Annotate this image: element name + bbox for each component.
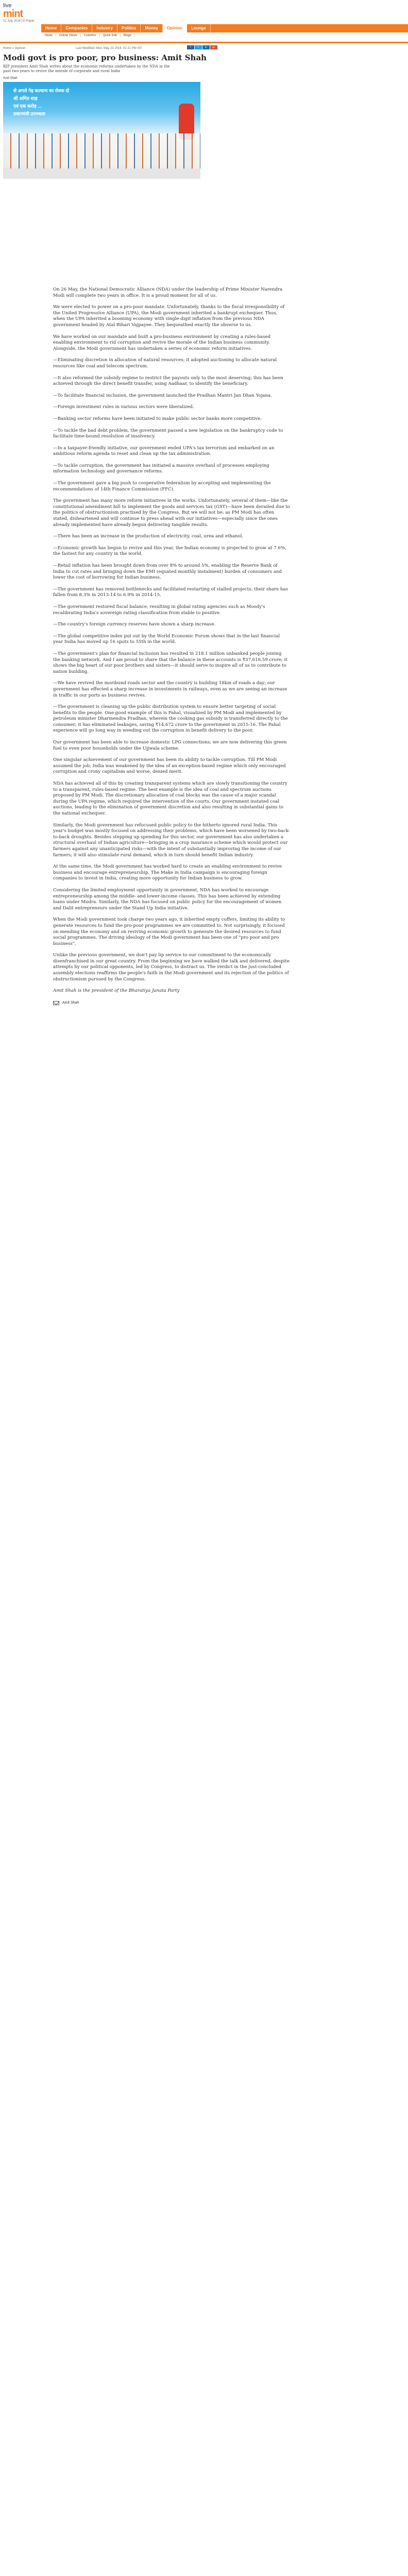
article-paragraph: —The government restored fiscal balance, resulting in global rating agencies such as Moody's recalibrating India's sovereign rating classification from stable to positive. (53, 604, 265, 616)
article-paragraph: The government has many more reform initiatives in the works. Unfortunately, several of them—like the constitutional amendment bill to implement the goods and services tax (GST)—have been derailed due to the politics of obstructionism practised by the Congress. But we will not be; as PM Modi has often stated, disheartened and will continue to press ahead with our initiatives—especially since the ones already implemented have already begun delivering tangible results. (53, 498, 290, 528)
article-paragraph: When the Modi government took charge two years ago, it inherited empty coffers, limiting its ability to generate resources to fund the pro-poor programmes we are committed to. Not surprisingly, it focused on mending the economy and on reviving economic growth to generate the desired resources to fund social programmes. The driving ideology of the Modi government has been one of "pro poor and pro business". (53, 917, 285, 946)
nav-lounge[interactable]: Lounge (187, 24, 211, 32)
article-paragraph: —Eliminating discretion in allocation of natural resources; it adopted auctioning to allocate natural resources like coal and telecom spectrum. (53, 358, 277, 369)
article-paragraph: Our government has been able to increase domestic LPG connections; we are now delivering this green fuel to even poor households under the Ujjwala scheme. (53, 740, 287, 751)
article-paragraph: At the same time, the Modi government has worked hard to create an enabling environment to revive business and encourage entrepreneurship. The Make in India campaign is encouraging foreign companies to invest in India, creating more opportunity for Indian business to grow. (53, 864, 282, 882)
linkedin-share-icon[interactable]: in (202, 45, 210, 49)
masthead (0, 0, 408, 45)
footer-author[interactable] (53, 1000, 290, 1006)
nav-money[interactable]: Money (141, 24, 162, 32)
mail-icon[interactable] (53, 1001, 59, 1005)
article-paragraph: Considering the limited employment opportunity in government, NDA has worked to encourage entrepreneurship among the middle- and lower-income classes. This has been achieved by extending loans under Mudra. Similarly, the NDA has focused on public policy for the encouragement of women and Dalit entrepreneurs under the Stand Up India initiative. (53, 887, 282, 911)
subnav-online-views[interactable]: Online Views (56, 34, 81, 37)
livemint-logo[interactable] (3, 3, 29, 19)
share-buttons (187, 45, 217, 49)
article-paragraph: —Economic growth has begun to revive and this year, the Indian economy is projected to grow at 7.6%, the fastest for any country in the world. (53, 545, 286, 557)
article-paragraph: One singular achievement of our government has been its ability to tackle corruption. Till PM Modi assumed the job, India was weakened by the idea of an exception-based regime which only encouraged corruption and crony capitalism and worse, denied merit. (53, 757, 286, 775)
article-summary: BJP president Amit Shah writes about the economic reforms undertaken by the NDA in the past two years to revive the morale of corporate and rural India (3, 64, 170, 73)
page-title: Modi govt is pro poor, pro business: Amit Shah (3, 53, 207, 62)
article-photo (3, 82, 200, 179)
accent-bar (0, 42, 408, 43)
article-paragraph: —The global competitive index put out by the World Economic Forum shows that in the last financial year India has moved up 16 spots to 55th in the world. (53, 633, 280, 645)
nav-opinion[interactable]: Opinion (163, 24, 187, 32)
banner-line: एवं एक करोड़ ... (13, 104, 42, 109)
author-name[interactable]: Amit Shah (3, 77, 18, 80)
subnav-blogs[interactable]: Blogs (121, 34, 135, 37)
article-paragraph: Unlike the previous government, we don't pay lip service to our commitment to the economically disenfranchised in our great country. From the beginning we have walked the talk and delivered, despite attempts by our political opponents, led by Congress, to distract us. The verdict in the just-concluded assembly elections reaffirms the people's faith in the Modi government and its rejection of the politics of obstructionism pursued by the Congress. (53, 953, 290, 982)
article-paragraph: —There has been an increase in the production of electricity, coal, urea and ethanol. (53, 534, 244, 539)
article-paragraph: —In a taxpayer-friendly initiative, our government ended UPA's tax terrorism and embarked on an ambitious reform agenda to reset and clean up the tax administration. (53, 445, 275, 457)
article-paragraph: —The country's foreign currency reserves have shown a sharp increase. (53, 622, 216, 628)
article-paragraph: —Foreign investment rules in various sectors were liberalized. (53, 404, 194, 410)
article-paragraph: —To tackle the bad debt problem, the government passed a new legislation on the bankruptcy code to facilitate time-bound resolution of insolvency. (53, 428, 283, 439)
last-modified: Last Modified: Mon, May 23 2016. 02 21 PM IST (76, 47, 142, 50)
facebook-share-icon[interactable]: f (187, 45, 194, 49)
article-paragraph: —We have revived the moribund roads sector and the country is building 18km of roads a day; our government has effected a sharp increase in investments in railways, even as we are seeing an increase in traffic in our ports as business revives. (53, 681, 287, 698)
article-body (53, 287, 290, 1006)
subnav-views[interactable]: Views (41, 34, 56, 37)
nav-companies[interactable]: Companies (61, 24, 92, 32)
article-paragraph: —The government is cleaning up the public distribution system to ensure better targeting of social benefits to the people. One good example of this is Pahal, visualized by PM Modi and implemented by petroleum minister Dharmendra Pradhan, wherein the cooking gas subsidy is transferred directly to the consumer; it has eliminated leakages, saving ₹14,672 crore to the government in 2015-16. The Pahal experience will go long way in weeding out the corruption in benefit delivery to the poor. (53, 704, 288, 734)
footer-author-name[interactable]: Amit Shah (62, 1001, 79, 1005)
twitter-share-icon[interactable]: t (195, 45, 202, 49)
photo-people (3, 133, 200, 170)
breadcrumb[interactable]: Home » Opinion (3, 47, 26, 50)
banner-line: से अगले नेह कल्याण का सेवक दो (13, 88, 70, 93)
photo-table (3, 168, 200, 179)
subnav-columns[interactable]: Columns (81, 34, 100, 37)
googleplus-share-icon[interactable]: g+ (210, 45, 217, 49)
article-paragraph: —To tackle corruption, the government has initiated a massive overhaul of processes employing information technology and governance reforms. (53, 463, 269, 474)
nav-home[interactable]: Home (41, 24, 61, 32)
page (0, 0, 408, 1006)
banner-line: श्री अमित शाह (13, 96, 38, 101)
meta-row (0, 45, 408, 53)
nav-industry[interactable]: Industry (92, 24, 117, 32)
article-paragraph: We have worked on our mandate and built a pro-business environment by creating a rules-based enabling environment to rid corruption and revive the morale of the Indian business community. Alongside, the Modi government has undertaken a series of economic reform initiatives. (53, 334, 271, 351)
article-paragraph: —The government's plan for financial inclusion has resulted in 218.1 million unbanked people joining the banking network. And I am proud to share that the balance in these accounts is ₹37,616.59 crore; it shows the big heart of our poor brothers and sisters—it should serve to inspire all of us to contribute to nation building. (53, 651, 287, 674)
nav-politics[interactable]: Politics (117, 24, 141, 32)
article-paragraph: —The government gave a big push to cooperative federalism by accepting and implementing the recommendations of 14th Finance Commission (FFC). (53, 481, 271, 492)
dateline[interactable]: 12 July 2016 | E-Paper (3, 20, 35, 23)
logo-live: live (3, 3, 12, 9)
author-note: Amit Shah is the president of the Bharatiya Janata Party (53, 988, 180, 994)
article-paragraph: On 26 May, the National Democratic Alliance (NDA) under the leadership of Prime Minister Narendra Modi will complete two years in office. It is a proud moment for all of us. (53, 287, 283, 298)
article-paragraph: —To facilitate financial inclusion, the government launched the Pradhan Mantri Jan Dhan Yojana. (53, 393, 272, 398)
banner-line: प्रधानमंत्री उज्ज्वला (13, 111, 45, 116)
article-paragraph: NDA has achieved all of this by creating transparent systems which are slowly transitioning the country to a transparent, rules-based regime. The best example is the idea of coal and spectrum auctions proposed by PM Modi. The discretionary allocation of coal blocks was the cause of a major scandal during the UPA regime, which required the intervention of the courts. Our government instated coal auctions, leading to the elimination of government discretion and also resulting in substantial gains to the national exchequer. (53, 781, 287, 816)
logo-mint: mint (3, 8, 23, 20)
sub-nav (41, 34, 135, 37)
main-nav (41, 24, 408, 32)
article-paragraph: —Banking sector reforms have been initiated to make public sector banks more competitive. (53, 416, 262, 421)
article-paragraph: —It also reformed the subsidy regime to restrict the payouts only to the most deserving; this has been achieved through the direct benefit transfer, using Aadhaar, to identify the beneficiary. (53, 375, 283, 387)
subnav-quick-edit[interactable]: Quick Edit (100, 34, 121, 37)
article-paragraph: —The government has removed bottlenecks and facilitated restarting of stalled projects: their share has fallen from 8.3% in 2013-14 to 6.9% in 2014-15. (53, 586, 288, 598)
article-paragraph: We were elected to power on a pro-poor mandate. Unfortunately, thanks to the fiscal irresponsibility of the United Progressive Alliance (UPA), the Modi government inherited a bankrupt exchequer. Thus, when the UPA inherited a booming economy with single-digit inflation from the previous NDA government headed by Atal Bihari Vajpayee. They bequeathed exactly the obverse to us. (53, 304, 285, 328)
article-paragraph: —Retail inflation has been brought down from over 8% to around 5%, enabling the Reserve Bank of India to cut rates and bringing down the EMI (equated monthly instalment) burden of consumers and lower the cost of borrowing for Indian business. (53, 563, 282, 581)
article-paragraph: Similarly, the Modi government has refocused public policy to the hitherto ignored rural India. This year's budget was mostly focused on addressing their problems, which have been worsened by two-back-to-back droughts. Besides stepping up spending for this sector, our government has also undertaken a structural overhaul of Indian agriculture—bringing in a crop insurance scheme which would protect our farmers against any unanticipated risks—with the intent of substantially improving the income of our farmers; it will also stimulate rural demand, which in turn should benefit Indian industry. (53, 822, 290, 858)
photo-banner (13, 87, 147, 116)
